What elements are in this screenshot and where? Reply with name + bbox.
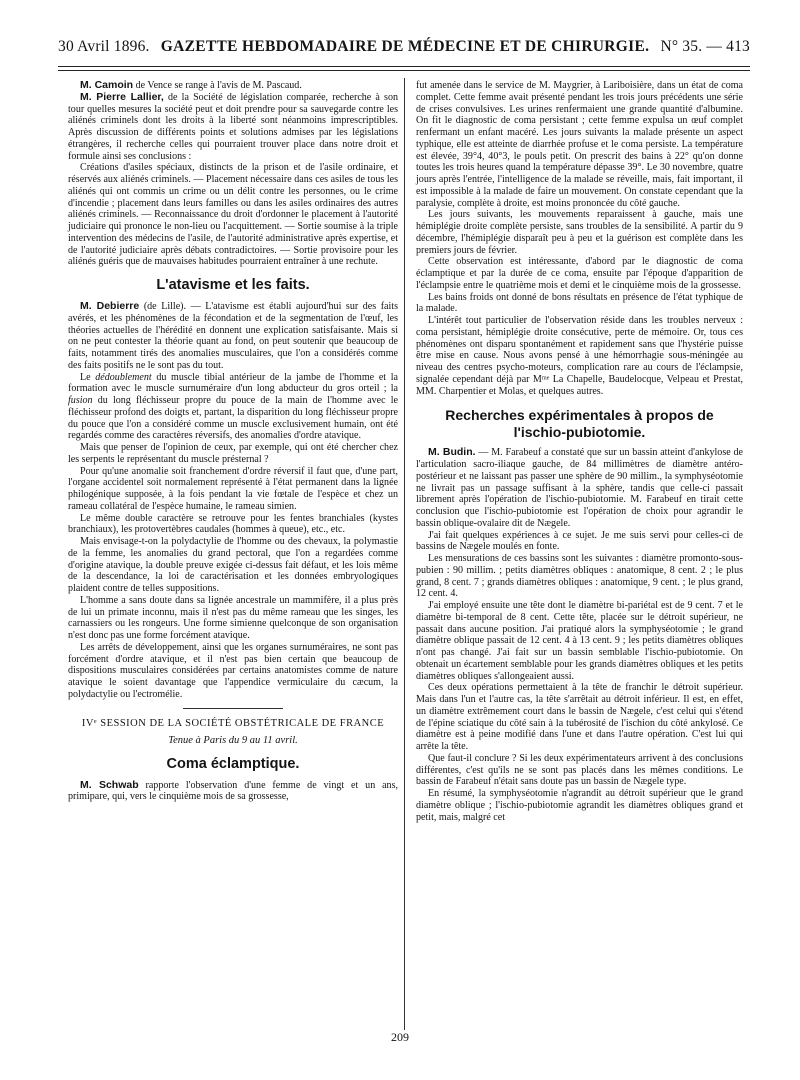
text-budin: — M. Farabeuf a constaté que sur un bassin atteint d'ankylose de l'articulation sacro-iliaque gauche, de 84 millimètres de diamètre antéro-postérieur et ne laissant pas passer une sphère de 90 millim., la symphyséotomie ne livrait pas un passage suffisant à la sphère, tandis que celle-ci passait librement après l'opération de l'ischio-pubiotomie. M. Farabeuf en tirait cette conclusion que l'ischio-pubiotomie est l'opération de choix pour agrandir le bassin oblique-ovalaire dit de Nægele. bbox=[416, 447, 743, 529]
header-rule-thin bbox=[58, 70, 750, 71]
header-number: N° 35. — 413 bbox=[660, 38, 750, 55]
header-title: GAZETTE HEBDOMADAIRE DE MÉDECINE ET DE CHIRURGIE. bbox=[160, 38, 650, 55]
paragraph-lallier-conclusions: Créations d'asiles spéciaux, distincts de la prison et de l'asile ordinaire, et réservés aux aliénés criminels. — Placement nécessaire dans ces asiles de tous les aliénés qui ont commis un crime ou un délit contre les personnes, ou le crime d'incendie ; placement dans leurs familles ou dans les asiles ordinaires des autres aliénés criminels. — Reconnaissance du droit d'ordonner le placement à l'autorité judiciaire qui prononce le non-lieu ou l'acquittement. — Sortie soumise à la triple intervention des médecins de l'asile, de l'autorité administrative après expertise, et de l'autorité judiciaire après débats contradictoires. — Sortie provisoire pour les aliénés guéris que de mauvaises habitudes pourraient entraîner à une rechute. bbox=[68, 162, 398, 268]
paragraph-budin bbox=[416, 447, 743, 529]
page-number: 209 bbox=[391, 1030, 409, 1044]
paragraph-dedoublement bbox=[68, 372, 398, 443]
paragraph-arrets: Les arrêts de développement, ainsi que les organes surnuméraires, ne sont pas forcément d'ordre atavique, et il n'est pas bien certain que beaucoup de dispositions musculaires considérées par certains anatomistes comme de nature atavique le soient davantage que l'appendice vermiculaire du cæcum, la polydactylie ou l'ectromélie. bbox=[68, 641, 398, 700]
paragraph-envisage: Mais envisage-t-on la polydactylie de l'homme ou des chevaux, la polymastie de la femme, les anomalies du grand pectoral, que l'on a regardées comme d'origine atavique, la double preuve exigée ci-dessus fait défaut, et les lois même de la descendance, la loi de caractérisation et les données embryologiques plaident contre de telles suppositions. bbox=[68, 536, 398, 594]
text-schwab: rapporte l'observation d'une femme de vingt et un ans, primipare, qui, vers le cinquième mois de sa grossesse, bbox=[68, 779, 398, 803]
paragraph-interet: L'intérêt tout particulier de l'observation réside dans les troubles nerveux : coma persistant, hémiplégie droite consécutive, perte de mémoire. Or, tous ces phénomènes ont disparu spontanément et rapidement sans que l'hystérie puisse être mise en cause. Nous avons pensé à une hémorrhagie sous-méningée au niveau des centres psycho-moteurs, complication rare au cours de l'éclampsie, signalée cependant déjà par Mᵐᵉ La Chapelle, Baudelocque, Velpeau et Prestat, MM. Charpentier et Molas, et quelques autres. bbox=[416, 315, 743, 397]
text-lallier: de la Société de législation comparée, recherche à son tour quelles mesures la société peut et doit prendre pour sa sauvegarde contre les aliénés criminels dont les droits à la liberté sont néanmoins imprescriptibles. Après discussion de différents points et solutions admises par les législations étrangères, il recherche celles qui pourraient trouver place dans notre droit et formule ainsi ses conclusions : bbox=[68, 91, 399, 162]
paragraph-jours: Les jours suivants, les mouvements reparaissent à gauche, mais une hémiplégie droite complète persiste, sans troubles de la sensibilité. A partir du 9 décembre, l'hémiplégie disparaît peu à peu et la guérison est complète dans les premiers jours de février. bbox=[416, 209, 743, 256]
author-lallier: M. Pierre Lallier, bbox=[80, 90, 164, 103]
session-title: IVᵉ SESSION DE LA SOCIÉTÉ OBSTÉTRICALE DE FRANCE bbox=[81, 717, 385, 729]
text-dedoublement-c: du long fléchisseur propre du pouce de la main de l'homme avec le fléchisseur profond des doigts et, partant, la disparition du long fléchisseur propre du pouce que l'on a considéré comme un muscle exclusivement humain, ont été regardés comme des caractères réversifs, des anomalies d'ordre atavique. bbox=[68, 395, 398, 442]
paragraph-homme: L'homme a sans doute dans sa lignée ancestrale un mammifère, il a plus près de lui un primate inconnu, mais il n'est pas du même rameau que les singes, les carnassiers ou les rongeurs. Une forme simienne quelconque de son organisation n'est donc pas une forme forcément atavique. bbox=[68, 594, 398, 641]
header-date: 30 Avril 1896. bbox=[58, 38, 150, 55]
paragraph-schwab-continued: fut amenée dans le service de M. Maygrier, à Lariboisière, dans un état de coma complet. Cette femme avait présenté pendant les trois jours précédents une série de crises convulsives. Les urines renfermaient une grande quantité d'albumine. On fit le diagnostic de coma persistant ; cette femme expulsa un œuf complet renfermant un enfant macéré. Les jours suivants la malade présente un aspect typhique, elle est atteinte de diarrhée profuse et le coma persiste. La température est élevée, 39°4, 40°3, le pouls petit. On prescrit des bains à 22° qu'on donne toutes les trois heures quand la température dépasse 39°. Le 30 novembre, quatre jours après l'entrée, l'intelligence de la malade se réveille, mais, fait important, il est impossible à la malade de faire un mouvement. On constate cependant que la paralysie, complète à droite, est moins prononcée du côté gauche. bbox=[416, 80, 743, 209]
left-column bbox=[68, 80, 398, 803]
paragraph-schwab bbox=[68, 780, 398, 804]
paragraph-mais: Mais que penser de l'opinion de ceux, par exemple, qui ont été chercher chez les serpents le représentant du muscle présternal ? bbox=[68, 442, 398, 465]
paragraph-employe: J'ai employé ensuite une tête dont le diamètre bi-pariétal est de 9 cent. 7 et le diamètre bi-temporal de 8 cent. Cette tête, placée sur le détroit supérieur, ne passait dans aucune position. J'ai pratiqué alors la symphyséotomie ; le grand diamètre oblique passait de 12 cent. 4 à 13 cent. 9 ; les petits diamètres obliques n'ont pas changé. J'ai fait sur un bassin semblable l'ischio-pubiotomie. On obtenait un écartement semblable pour les grands diamètres obliques et les petits diamètres obliques s'allongeaient aussi. bbox=[416, 600, 743, 682]
paragraph-debierre bbox=[68, 301, 398, 372]
paragraph-operations: Ces deux opérations permettaient à la tête de franchir le détroit supérieur. Mais dans l'un et l'autre cas, la tête s'arrêtait au détroit inférieur. Il est, en effet, un diamètre extrêmement court dans le bassin de Nægele, c'est celui qui s'étend de l'épine sciatique du côté sain à la tubérosité de l'ischion du côté ankylosé. Ce diamètre est à peine modifié dans l'une et dans l'autre opération. C'est lui qui arrête la tête. bbox=[416, 682, 743, 752]
heading-coma: Coma éclamptique. bbox=[166, 755, 300, 772]
text-dedoublement-a: Le bbox=[80, 371, 96, 383]
author-budin: M. Budin. bbox=[428, 446, 476, 459]
right-column bbox=[416, 80, 743, 823]
author-debierre: M. Debierre bbox=[80, 300, 140, 312]
paragraph-lallier bbox=[68, 92, 398, 163]
author-schwab: M. Schwab bbox=[80, 778, 139, 791]
heading-recherches-line2: l'ischio-pubiotomie. bbox=[513, 423, 646, 440]
text-debierre: (de Lille). — L'atavisme est établi aujourd'hui sur des faits avérés, et les phénomènes de la fécondation et de la segmentation de l'œuf, les théories actuelles de l'hérédité en donnent une explication satisfaisante. Mais si on ne peut contester la théorie quant au fond, on peut soutenir que beaucoup de faits, notamment tirés des anomalies musculaires, que l'on a considérés comme des faits positifs ne le sont pas du tout. bbox=[68, 301, 399, 371]
paragraph-observation: Cette observation est intéressante, d'abord par le diagnostic de coma éclamptique et par la durée de ce coma, ensuite par l'époque d'apparition de l'éclampsie entre le quatrième mois et demi et le cinquième mois de la grossesse. bbox=[416, 256, 743, 291]
heading-recherches-line1: Recherches expérimentales à propos de bbox=[445, 407, 714, 424]
header-rule bbox=[58, 66, 750, 67]
running-header bbox=[58, 38, 750, 62]
heading-atavisme: L'atavisme et les faits. bbox=[156, 277, 310, 293]
column-divider bbox=[404, 78, 405, 1030]
paragraph-meme: Le même double caractère se retrouve pour les fentes branchiales (kystes branchiaux), les protovertèbres caudales (hommes à queue), etc., etc. bbox=[68, 512, 398, 536]
paragraph-pour: Pour qu'une anomalie soit franchement d'ordre réversif il faut que, d'une part, l'organe accidentel soit normalement représenté à l'état permanent dans la lignée philogénique supposée, à la fois pendant la vie fœtale de l'espèce et chez un rameau collatéral de l'espèce humaine, le rameau simien. bbox=[68, 465, 398, 512]
paragraph-bains: Les bains froids ont donné de bons résultats en présence de l'état typhique de la malade. bbox=[416, 291, 743, 315]
section-rule bbox=[183, 708, 283, 709]
text-dedoublement-b: du muscle tibial antérieur de la jambe de l'homme et la formation avec le muscle surnuméraire d'un long abducteur du gros orteil ; la bbox=[68, 371, 399, 395]
session-subtitle: Tenue à Paris du 9 au 11 avril. bbox=[168, 734, 298, 746]
paragraph-mensurations: Les mensurations de ces bassins sont les suivantes : diamètre promonto-sous-pubien : 90 millim. ; petits diamètres obliques : anatomique, 8 cent. 2 ; le plus grand, 8 cent. 7 ; grands diamètres obliques : anatomique, 9 cent. ; le plus grand, 12 cent. 4. bbox=[416, 553, 743, 600]
paragraph-conclure: Que faut-il conclure ? Si les deux expérimentateurs arrivent à des conclusions différentes, c'est qu'ils ne se sont pas placés dans les mêmes conditions. Le bassin de Farabeuf n'était sans doute pas un bassin de Nægele type. bbox=[416, 752, 743, 788]
author-camoin: M. Camoin bbox=[80, 79, 134, 91]
text-fusion-em: fusion bbox=[68, 395, 93, 406]
text-camoin: de Vence se range à l'avis de M. Pascaud. bbox=[135, 80, 302, 91]
paragraph-jai-fait: J'ai fait quelques expériences à ce sujet. Je me suis servi pour celles-ci de bassins de Nægele moulés en fonte. bbox=[416, 529, 743, 553]
heading-recherches bbox=[416, 407, 743, 440]
paragraph-resume: En résumé, la symphyséotomie n'agrandit au détroit supérieur que le grand diamètre oblique ; l'ischio-pubiotomie agrandit les diamètres obliques grand et petit, mais, malgré cet bbox=[416, 788, 743, 823]
text-dedoublement-em: dédoublement bbox=[95, 371, 152, 383]
